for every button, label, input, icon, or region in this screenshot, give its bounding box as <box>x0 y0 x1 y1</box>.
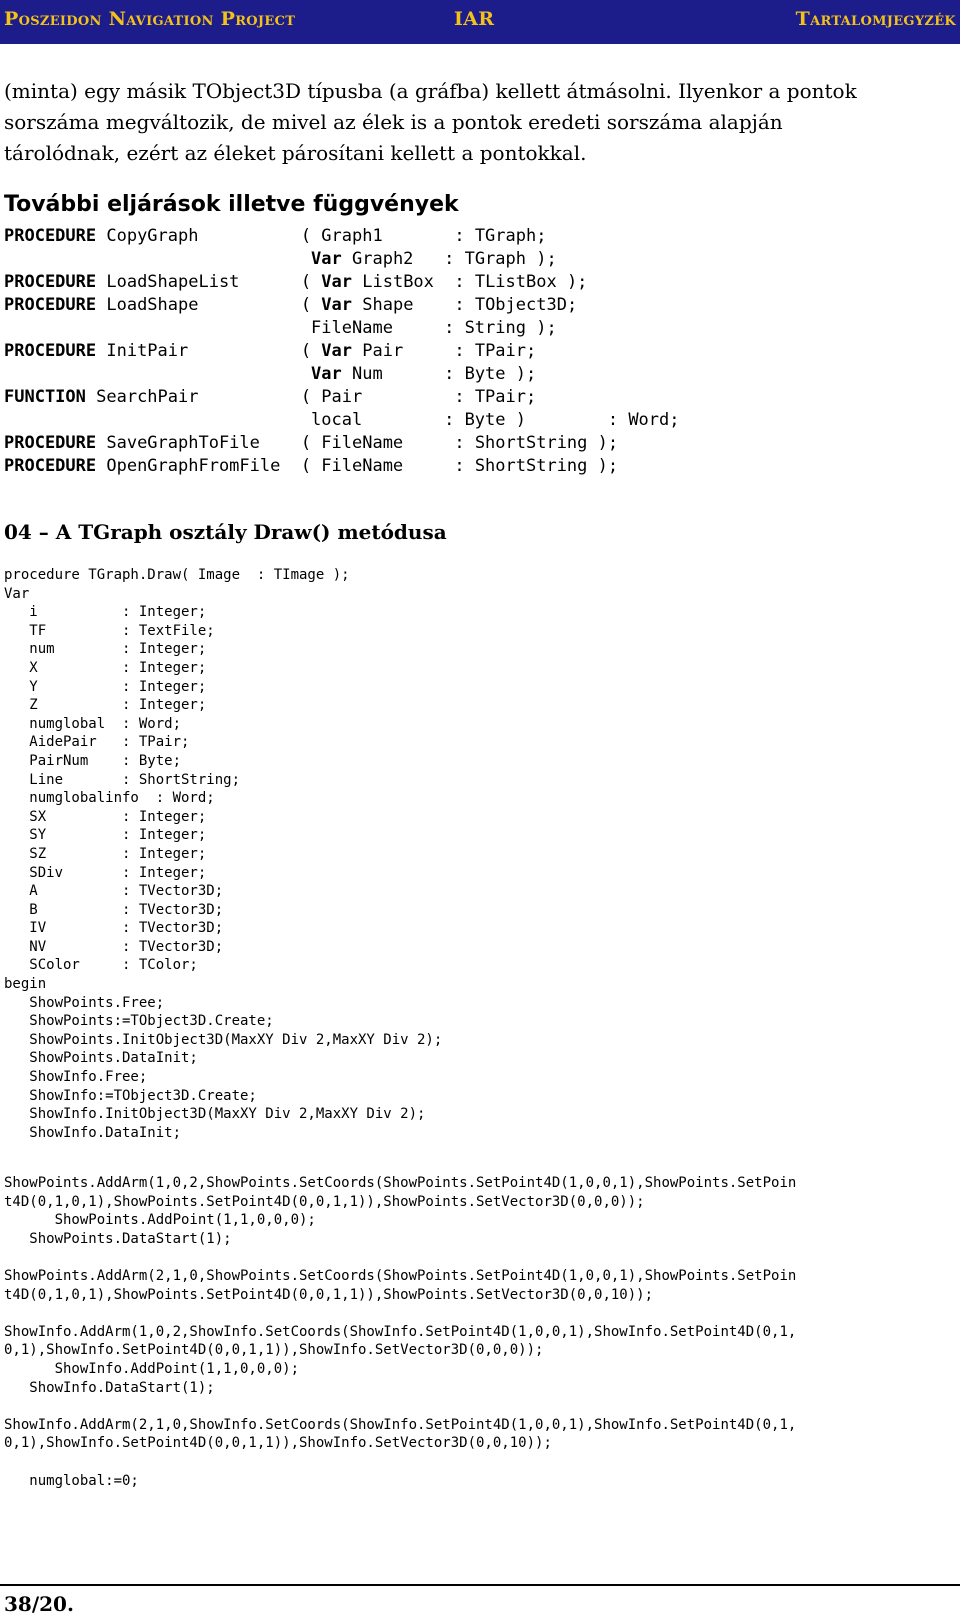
declaration-line <box>4 432 618 455</box>
declaration-line <box>4 294 577 317</box>
code-line: X : Integer; <box>4 659 207 676</box>
decl-keyword: PROCEDURE <box>4 226 97 246</box>
code-line: ShowInfo.AddPoint(1,1,0,0,0); <box>4 1360 300 1377</box>
decl-indent <box>4 249 311 269</box>
decl-text: SearchPair ( Pair : TPair; <box>85 387 537 407</box>
header-section-code: IAR <box>454 8 495 30</box>
code-line: ShowPoints.InitObject3D(MaxXY Div 2,MaxXY Div 2); <box>4 1031 443 1048</box>
code-block-declarations <box>4 566 442 1142</box>
code-line: ShowInfo:=TObject3D.Create; <box>4 1087 257 1104</box>
code-line: numglobalinfo : Word; <box>4 790 215 807</box>
decl-text: local : Byte ) : Word; <box>4 410 680 430</box>
code-line: Var <box>4 585 30 602</box>
decl-keyword: FUNCTION <box>4 387 86 407</box>
page-header-bar <box>0 0 960 42</box>
decl-text: LoadShapeList ( <box>96 272 322 292</box>
code-line: ShowInfo.DataInit; <box>4 1124 182 1141</box>
code-line: SX : Integer; <box>4 808 207 825</box>
code-line: Z : Integer; <box>4 697 207 714</box>
code-line: 0,1),ShowInfo.SetPoint4D(0,0,1,1)),ShowInfo.SetVector3D(0,0,0)); <box>4 1342 544 1359</box>
decl-text: LoadShape ( <box>96 295 322 315</box>
code-line: SZ : Integer; <box>4 845 207 862</box>
code-line: AidePair : TPair; <box>4 734 190 751</box>
code-line: ShowInfo.InitObject3D(MaxXY Div 2,MaxXY Div 2); <box>4 1106 426 1123</box>
decl-var-keyword: Var <box>321 341 353 361</box>
declaration-line <box>4 225 546 248</box>
intro-line-3: tárolódnak, ezért az éleket párosítani kellett a pontokkal. <box>4 141 587 165</box>
code-line: TF : TextFile; <box>4 622 215 639</box>
code-line: ShowPoints.AddArm(2,1,0,ShowPoints.SetCoords(ShowPoints.SetPoint4D(1,0,0,1),ShowPoints.SetPoin <box>4 1267 797 1284</box>
declaration-line <box>4 271 587 294</box>
code-line: ShowInfo.DataStart(1); <box>4 1379 215 1396</box>
decl-keyword: PROCEDURE <box>4 341 97 361</box>
code-line: ShowPoints.Free; <box>4 994 165 1011</box>
code-line <box>4 1397 796 1416</box>
code-line: SColor : TColor; <box>4 957 198 974</box>
code-line: B : TVector3D; <box>4 901 224 918</box>
code-line <box>4 1248 796 1267</box>
decl-text: Pair : TPair; <box>352 341 537 361</box>
intro-line-2: sorszáma megváltozik, de mivel az élek is a pontok eredeti sorszáma alapján <box>4 110 783 134</box>
decl-indent <box>4 364 311 384</box>
footer-divider <box>0 1584 960 1586</box>
decl-var-keyword: Var <box>321 295 353 315</box>
declaration-line <box>4 363 536 386</box>
decl-keyword: PROCEDURE <box>4 433 97 453</box>
decl-keyword: PROCEDURE <box>4 456 97 476</box>
declaration-line <box>4 455 618 478</box>
code-line: ShowInfo.AddArm(1,0,2,ShowInfo.SetCoords(ShowInfo.SetPoint4D(1,0,0,1),ShowInfo.SetPoint4D(0,1, <box>4 1323 797 1340</box>
decl-text: FileName : String ); <box>4 318 557 338</box>
code-line: ShowPoints.AddArm(1,0,2,ShowPoints.SetCoords(ShowPoints.SetPoint4D(1,0,0,1),ShowPoints.SetPoin <box>4 1175 797 1191</box>
decl-text: ListBox : TListBox ); <box>352 272 588 292</box>
intro-paragraph <box>4 76 956 169</box>
code-line <box>4 1304 796 1323</box>
decl-text: Shape : TObject3D; <box>352 295 578 315</box>
code-line: 0,1),ShowInfo.SetPoint4D(0,0,1,1)),ShowInfo.SetVector3D(0,0,10)); <box>4 1435 552 1452</box>
section-heading: További eljárások illetve függvények <box>4 192 459 217</box>
code-line: Y : Integer; <box>4 678 207 695</box>
code-line: IV : TVector3D; <box>4 920 224 937</box>
declaration-line <box>4 248 557 271</box>
code-line: SDiv : Integer; <box>4 864 207 881</box>
decl-keyword: PROCEDURE <box>4 272 97 292</box>
decl-var-keyword: Var <box>311 249 342 269</box>
code-line: ShowInfo.AddArm(2,1,0,ShowInfo.SetCoords(ShowInfo.SetPoint4D(1,0,0,1),ShowInfo.SetPoint4D(0,1, <box>4 1416 797 1433</box>
declaration-line <box>4 386 536 409</box>
code-line: Line : ShortString; <box>4 771 241 788</box>
header-divider <box>0 42 960 44</box>
code-line: ShowPoints.AddPoint(1,1,0,0,0); <box>4 1212 316 1229</box>
decl-text: OpenGraphFromFile ( FileName : ShortString ); <box>96 456 619 476</box>
decl-var-keyword: Var <box>321 272 353 292</box>
code-line: num : Integer; <box>4 641 207 658</box>
code-line: ShowPoints.DataStart(1); <box>4 1230 232 1247</box>
code-line: NV : TVector3D; <box>4 938 224 955</box>
code-line: A : TVector3D; <box>4 883 224 900</box>
code-line: ShowPoints.DataInit; <box>4 1050 198 1067</box>
code-line: numglobal : Word; <box>4 715 182 732</box>
declaration-line <box>4 317 557 340</box>
code-block-calls <box>4 1174 796 1490</box>
decl-text: Graph2 : TGraph ); <box>341 249 557 269</box>
decl-text: CopyGraph ( Graph1 : TGraph; <box>96 226 547 246</box>
code-line: procedure TGraph.Draw( Image : TImage ); <box>4 567 350 583</box>
method-heading: 04 – A TGraph osztály Draw() metódusa <box>4 520 447 544</box>
code-line: i : Integer; <box>4 604 207 621</box>
declaration-line <box>4 340 536 363</box>
code-line: ShowPoints:=TObject3D.Create; <box>4 1013 274 1030</box>
intro-line-1: (minta) egy másik TObject3D típusba (a gráfba) kellett átmásolni. Ilyenkor a pontok <box>4 79 857 103</box>
code-line <box>4 1453 796 1472</box>
header-toc-link[interactable]: Tartalomjegyzék <box>795 8 956 30</box>
code-line: PairNum : Byte; <box>4 752 182 769</box>
header-project-title: Poszeidon Navigation Project <box>4 8 296 30</box>
code-line: numglobal:=0; <box>4 1472 139 1489</box>
code-line: t4D(0,1,0,1),ShowPoints.SetPoint4D(0,0,1,1)),ShowPoints.SetVector3D(0,0,0)); <box>4 1193 645 1210</box>
decl-var-keyword: Var <box>311 364 342 384</box>
declaration-line <box>4 409 680 432</box>
decl-text: Num : Byte ); <box>341 364 537 384</box>
code-line: ShowInfo.Free; <box>4 1069 148 1086</box>
code-line: t4D(0,1,0,1),ShowPoints.SetPoint4D(0,0,1,1)),ShowPoints.SetVector3D(0,0,10)); <box>4 1286 654 1303</box>
code-line: begin <box>4 976 47 993</box>
code-line: SY : Integer; <box>4 827 207 844</box>
decl-text: InitPair ( <box>96 341 322 361</box>
page-number: 38/20. <box>4 1592 74 1616</box>
decl-text: SaveGraphToFile ( FileName : ShortString ); <box>96 433 619 453</box>
decl-keyword: PROCEDURE <box>4 295 97 315</box>
